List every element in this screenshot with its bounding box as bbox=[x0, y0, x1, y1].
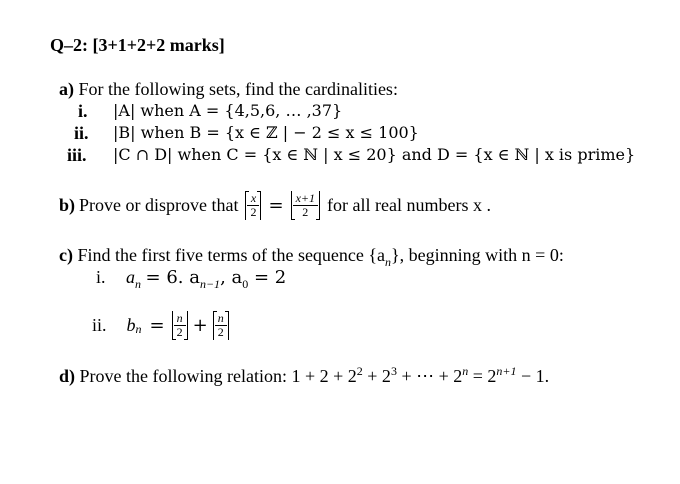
part-d-sup2: 3 bbox=[390, 364, 397, 378]
rhs-floor-fraction bbox=[293, 192, 318, 219]
part-b-text-before: Prove or disprove that bbox=[79, 195, 239, 215]
part-c-text-after: }, beginning with n = 0: bbox=[391, 245, 564, 265]
part-a-item-2-expr: |B| when B = {x ∈ ℤ | − 2 ≤ x ≤ 100} bbox=[113, 123, 419, 142]
part-a-item-3-expr: |C ∩ D| when C = {x ∈ ℕ | x ≤ 20} and D = {x ∈ ℕ | x is prime} bbox=[113, 145, 636, 164]
part-a-item-2-num: ii. bbox=[74, 123, 89, 143]
c-f2-numerator: n bbox=[215, 312, 227, 326]
lhs-numerator: x bbox=[247, 192, 259, 206]
part-d-label: d) bbox=[59, 366, 76, 386]
part-c-item-2-lhs-sub: n bbox=[135, 322, 142, 336]
part-c-item-1-rhs-sub: n−1 bbox=[199, 277, 221, 291]
part-c-item-1-rhs: = 6. a bbox=[145, 267, 200, 288]
part-a-item-1-num: i. bbox=[78, 101, 88, 121]
c-floor-fraction bbox=[174, 312, 186, 339]
part-c-item-1-rest-end: = 2 bbox=[248, 267, 287, 288]
part-c-item-1-lhs-sub: n bbox=[135, 277, 142, 291]
part-c-item-2-lhs: b bbox=[126, 315, 136, 335]
part-d-end: − 1. bbox=[516, 366, 550, 386]
question-title: Q–2: [3+1+2+2 marks] bbox=[50, 35, 225, 55]
part-b-text-after: for all real numbers x . bbox=[327, 195, 491, 215]
part-c-item-1-num: i. bbox=[96, 267, 106, 287]
c-f1-numerator: n bbox=[174, 312, 186, 326]
part-c-item-2-equals: = bbox=[149, 315, 165, 336]
lhs-ceiling-fraction bbox=[247, 192, 259, 219]
part-d-text: Prove the following relation: 1 + 2 + 2 bbox=[79, 366, 357, 386]
part-c-item-1 bbox=[96, 267, 287, 291]
lhs-denominator: 2 bbox=[250, 205, 257, 219]
part-d-sup1: 2 bbox=[356, 364, 363, 378]
rhs-numerator: x+1 bbox=[293, 192, 318, 206]
part-c bbox=[59, 245, 564, 269]
part-d-sup3: n bbox=[462, 364, 469, 378]
part-a-label: a) bbox=[59, 79, 74, 99]
part-d-mid3: = 2 bbox=[468, 366, 497, 386]
c-f2-denominator: 2 bbox=[217, 325, 224, 339]
part-c-item-2 bbox=[92, 312, 228, 339]
part-d-sup4: n+1 bbox=[496, 364, 517, 378]
part-b-equals: = bbox=[268, 195, 284, 216]
part-c-label: c) bbox=[59, 245, 73, 265]
part-d bbox=[59, 366, 549, 387]
c-f1-denominator: 2 bbox=[176, 325, 183, 339]
rhs-denominator: 2 bbox=[302, 205, 309, 219]
part-c-item-1-rest-sub: 0 bbox=[242, 277, 249, 291]
part-c-text-sub: n bbox=[385, 255, 392, 269]
part-c-item-2-num: ii. bbox=[92, 315, 107, 335]
part-d-mid2: + ⋯ + 2 bbox=[396, 366, 463, 386]
part-c-item-1-lhs: a bbox=[126, 267, 136, 287]
part-a-item-1-expr: |A| when A = {4,5,6, … ,37} bbox=[113, 101, 343, 120]
c-ceiling-fraction bbox=[215, 312, 227, 339]
part-d-mid: + 2 bbox=[362, 366, 391, 386]
part-a-item-3-num: iii. bbox=[67, 145, 87, 165]
part-c-item-1-rest: , a bbox=[220, 267, 243, 288]
part-c-text: Find the first five terms of the sequence {a bbox=[77, 245, 386, 265]
part-a-text: For the following sets, find the cardinalities: bbox=[78, 79, 398, 99]
part-b bbox=[59, 192, 491, 219]
part-c-item-2-plus: + bbox=[192, 315, 208, 336]
part-a bbox=[59, 79, 398, 100]
part-b-label: b) bbox=[59, 195, 76, 215]
